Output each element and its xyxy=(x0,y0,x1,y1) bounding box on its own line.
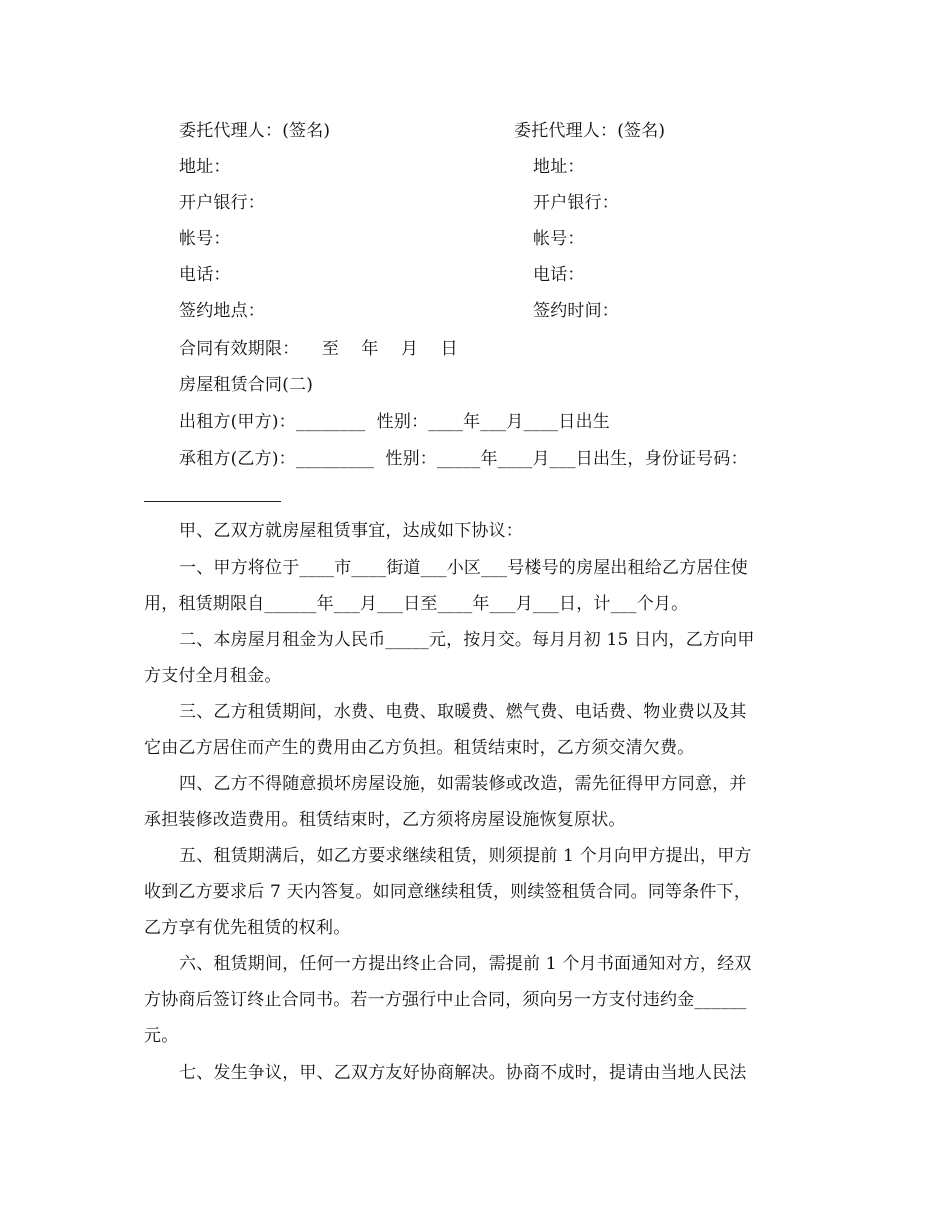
lessor-line: 出租方(甲方)：________ 性别：____年___月____日出生 xyxy=(179,412,610,432)
clause-6-line-1: 六、租赁期间，任何一方提出终止合同，需提前 1 个月书面通知对方，经双 xyxy=(179,954,752,974)
contract-title: 房屋租赁合同(二) xyxy=(179,375,314,395)
left-agent-signature: 委托代理人：(签名) xyxy=(179,121,331,141)
clause-6-line-3: 元。 xyxy=(144,1026,179,1046)
right-address: 地址： xyxy=(533,157,585,177)
right-agent-signature: 委托代理人：(签名) xyxy=(514,121,666,141)
left-phone: 电话： xyxy=(179,265,231,285)
clause-3-line-2: 它由乙方居住而产生的费用由乙方负担。租赁结束时，乙方须交清欠费。 xyxy=(144,738,695,758)
left-account: 帐号： xyxy=(179,229,231,249)
clause-4-line-2: 承担装修改造费用。租赁结束时，乙方须将房屋设施恢复原状。 xyxy=(144,810,626,830)
clause-5-line-1: 五、租赁期满后，如乙方要求继续租赁，则须提前 1 个月向甲方提出，甲方 xyxy=(179,846,752,866)
contract-validity: 合同有效期限： 至 年 月 日 xyxy=(179,339,458,359)
right-account: 帐号： xyxy=(533,229,585,249)
agreement-intro: 甲、乙双方就房屋租赁事宜，达成如下协议： xyxy=(179,521,523,541)
left-address: 地址： xyxy=(179,157,231,177)
lessee-line: 承租方(乙方)：_________ 性别：_____年____月___日出生，身份证号码： xyxy=(179,449,748,469)
right-phone: 电话： xyxy=(533,265,585,285)
clause-5-line-3: 乙方享有优先租赁的权利。 xyxy=(144,918,351,938)
clause-4-line-1: 四、乙方不得随意损坏房屋设施，如需装修或改造，需先征得甲方同意，并 xyxy=(179,774,747,794)
right-sign-time: 签约时间： xyxy=(533,301,619,321)
clause-1-line-2: 用，租赁期限自______年___月___日至____年___月___日，计___个月。 xyxy=(144,594,689,614)
right-bank: 开户银行： xyxy=(533,193,619,213)
clause-6-line-2: 方协商后签订终止合同书。若一方强行中止合同，须向另一方支付违约金______ xyxy=(144,990,747,1010)
clause-7-line-1: 七、发生争议，甲、乙双方友好协商解决。协商不成时，提请由当地人民法 xyxy=(179,1063,747,1083)
clause-2-line-1: 二、本房屋月租金为人民币_____元，按月交。每月月初 15 日内，乙方向甲 xyxy=(179,630,755,650)
clause-1-line-1: 一、甲方将位于____市____街道___小区___号楼号的房屋出租给乙方居住使 xyxy=(179,558,748,578)
clause-2-line-2: 方支付全月租金。 xyxy=(144,666,282,686)
left-sign-place: 签约地点： xyxy=(179,301,265,321)
id-number-blank xyxy=(144,501,281,502)
clause-3-line-1: 三、乙方租赁期间，水费、电费、取暖费、燃气费、电话费、物业费以及其 xyxy=(179,702,747,722)
left-bank: 开户银行： xyxy=(179,193,265,213)
clause-5-line-2: 收到乙方要求后 7 天内答复。如同意继续租赁，则续签租赁合同。同等条件下， xyxy=(144,882,752,902)
